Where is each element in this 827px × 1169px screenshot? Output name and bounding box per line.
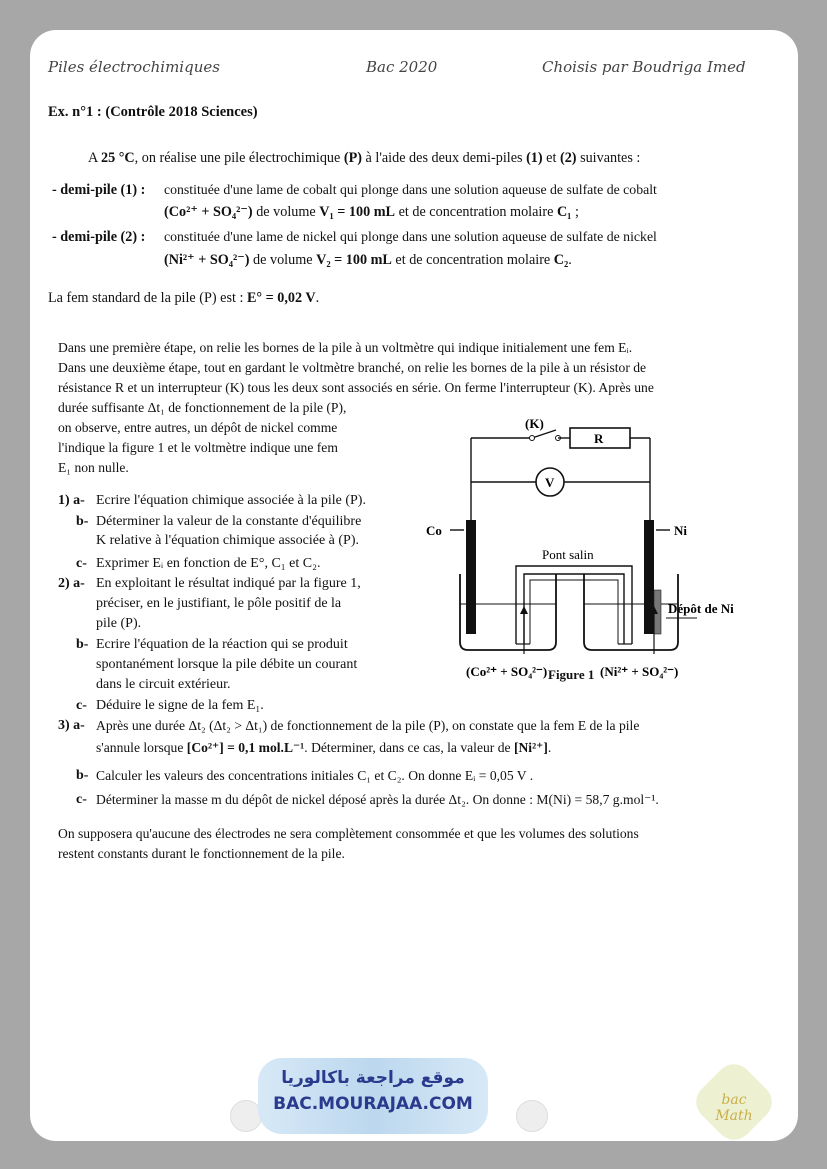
footer-note-line-2: restent constants durant le fonctionnement de la pile. — [58, 846, 345, 861]
figure-caption-text: Figure 1 — [548, 667, 595, 682]
label-solution-2: (Ni²⁺ + SO₄²⁻) — [600, 664, 679, 679]
label-ni: Ni — [674, 523, 687, 538]
label-r: R — [594, 431, 604, 446]
q2a-text-2: préciser, en le justifiant, le pôle positif de la — [96, 596, 342, 611]
q2b-text-3: dans le circuit extérieur. — [96, 677, 231, 692]
bac-math-badge-text: bac Math — [715, 1092, 753, 1124]
label-depot: Dépôt de Ni — [668, 601, 734, 616]
header-right: Choisis par Boudriga Imed — [542, 58, 746, 76]
nickel-electrode — [644, 520, 654, 634]
site-banner-arabic: موقع مراجعة باكالوريا — [281, 1068, 465, 1088]
q3b-text: Calculer les valeurs des concentrations initiales C₁ et C₂. On donne Eᵢ = 0,05 V . — [96, 768, 534, 783]
q3a-text-1: Après une durée Δt₂ (Δt₂ > Δt₁) de fonctionnement de la pile (P), on constate que la fem E de la pile — [96, 718, 640, 733]
figure-1-diagram — [400, 414, 760, 694]
q1a-number: 1) a- — [58, 493, 85, 508]
demi-pile-2-line-1: constituée d'une lame de nickel qui plonge dans une solution aqueuse de sulfate de nickel — [164, 229, 657, 244]
header-left: Piles électrochimiques — [48, 58, 220, 76]
q2c-text: Déduire le signe de la fem E₁. — [96, 698, 264, 713]
q2b-text-2: spontanément lorsque la pile débite un courant — [96, 657, 358, 672]
fem-standard: La fem standard de la pile (P) est : E° = 0,02 V. — [48, 290, 320, 306]
q1c-text: Exprimer Eᵢ en fonction de E°, C₁ et C₂. — [96, 556, 321, 571]
switch-contact-1 — [530, 436, 535, 441]
beaker-2 — [584, 574, 678, 650]
q1c-number: c- — [76, 556, 87, 571]
q3b-number: b- — [76, 768, 89, 783]
q3c-text: Déterminer la masse m du dépôt de nickel déposé après la durée Δt₂. On donne : M(Ni) = 58,7 g.mol⁻¹. — [96, 792, 659, 807]
label-v: V — [545, 475, 555, 490]
site-logo-right-icon — [516, 1100, 548, 1132]
demi-pile-1-label: - demi-pile (1) : — [52, 182, 146, 198]
paragraph-2-line-6: E₁ non nulle. — [58, 460, 129, 475]
paragraph-2-line-5: l'indique la figure 1 et le voltmètre indique une fem — [58, 440, 338, 455]
q2a-text-1: En exploitant le résultat indiqué par la figure 1, — [96, 576, 361, 591]
switch-k — [532, 430, 556, 438]
q1b-text-1: Déterminer la valeur de la constante d'équilibre — [96, 514, 362, 529]
paragraph-2-line-1: Dans une deuxième étape, tout en gardant le voltmètre branché, on relie les bornes de la pile à un résistor de — [58, 360, 647, 375]
document-page — [30, 30, 798, 1141]
q1a-text: Ecrire l'équation chimique associée à la pile (P). — [96, 493, 366, 508]
demi-pile-2-line-2: (Ni²⁺ + SO₄²⁻) de volume V₂ = 100 mL et de concentration molaire C₂. — [164, 252, 572, 268]
salt-bridge-inner-2 — [530, 580, 618, 644]
cobalt-electrode — [466, 520, 476, 634]
footer-note-line-1: On supposera qu'aucune des électrodes ne sera complètement consommée et que les volumes des solutions — [58, 826, 639, 841]
label-k: (K) — [525, 416, 544, 431]
paragraph-2-line-4: on observe, entre autres, un dépôt de nickel comme — [58, 420, 338, 435]
salt-bridge-inner — [524, 574, 624, 644]
sol1-arrowhead — [520, 606, 528, 614]
q3a-text-2: s'annule lorsque [Co²⁺] = 0,1 mol.L⁻¹. Déterminer, dans ce cas, la valeur de [Ni²⁺]. — [96, 740, 552, 755]
site-banner[interactable] — [258, 1058, 488, 1134]
demi-pile-2-label: - demi-pile (2) : — [52, 229, 146, 245]
paragraph-2-line-3: durée suffisante Δt₁ de fonctionnement de la pile (P), — [58, 400, 347, 415]
paragraph-1: Dans une première étape, on relie les bornes de la pile à un voltmètre qui indique initialement une fem Eᵢ. — [58, 340, 633, 355]
paragraph-2-line-2: résistance R et un interrupteur (K) tous les deux sont associés en série. On ferme l'interrupteur (K). Après une — [58, 380, 654, 395]
label-co: Co — [426, 523, 442, 538]
q1b-text-2: K relative à l'équation chimique associée à (P). — [96, 533, 359, 548]
q1b-number: b- — [76, 514, 89, 529]
salt-bridge-outer — [516, 566, 632, 644]
header-center: Bac 2020 — [366, 58, 438, 76]
label-pont-salin: Pont salin — [542, 547, 594, 562]
q2a-text-3: pile (P). — [96, 616, 142, 631]
demi-pile-1-line-1: constituée d'une lame de cobalt qui plonge dans une solution aqueuse de sulfate de cobalt — [164, 182, 657, 197]
exercise-title: Ex. n°1 : (Contrôle 2018 Sciences) — [48, 104, 258, 120]
q3a-number: 3) a- — [58, 718, 85, 733]
q2b-number: b- — [76, 637, 89, 652]
q3c-number: c- — [76, 792, 87, 807]
q2a-number: 2) a- — [58, 576, 85, 591]
q2b-text-1: Ecrire l'équation de la réaction qui se produit — [96, 637, 348, 652]
site-banner-url[interactable]: BAC.MOURAJAA.COM — [273, 1094, 473, 1114]
q2c-number: c- — [76, 698, 87, 713]
label-solution-1: (Co²⁺ + SO₄²⁻) — [466, 664, 548, 679]
demi-pile-1-line-2: (Co²⁺ + SO₄²⁻) de volume V₁ = 100 mL et de concentration molaire C₁ ; — [164, 204, 579, 220]
intro-line-1: A 25 °C, on réalise une pile électrochimique (P) à l'aide des deux demi-piles (1) et (2) suivantes : — [88, 150, 641, 166]
